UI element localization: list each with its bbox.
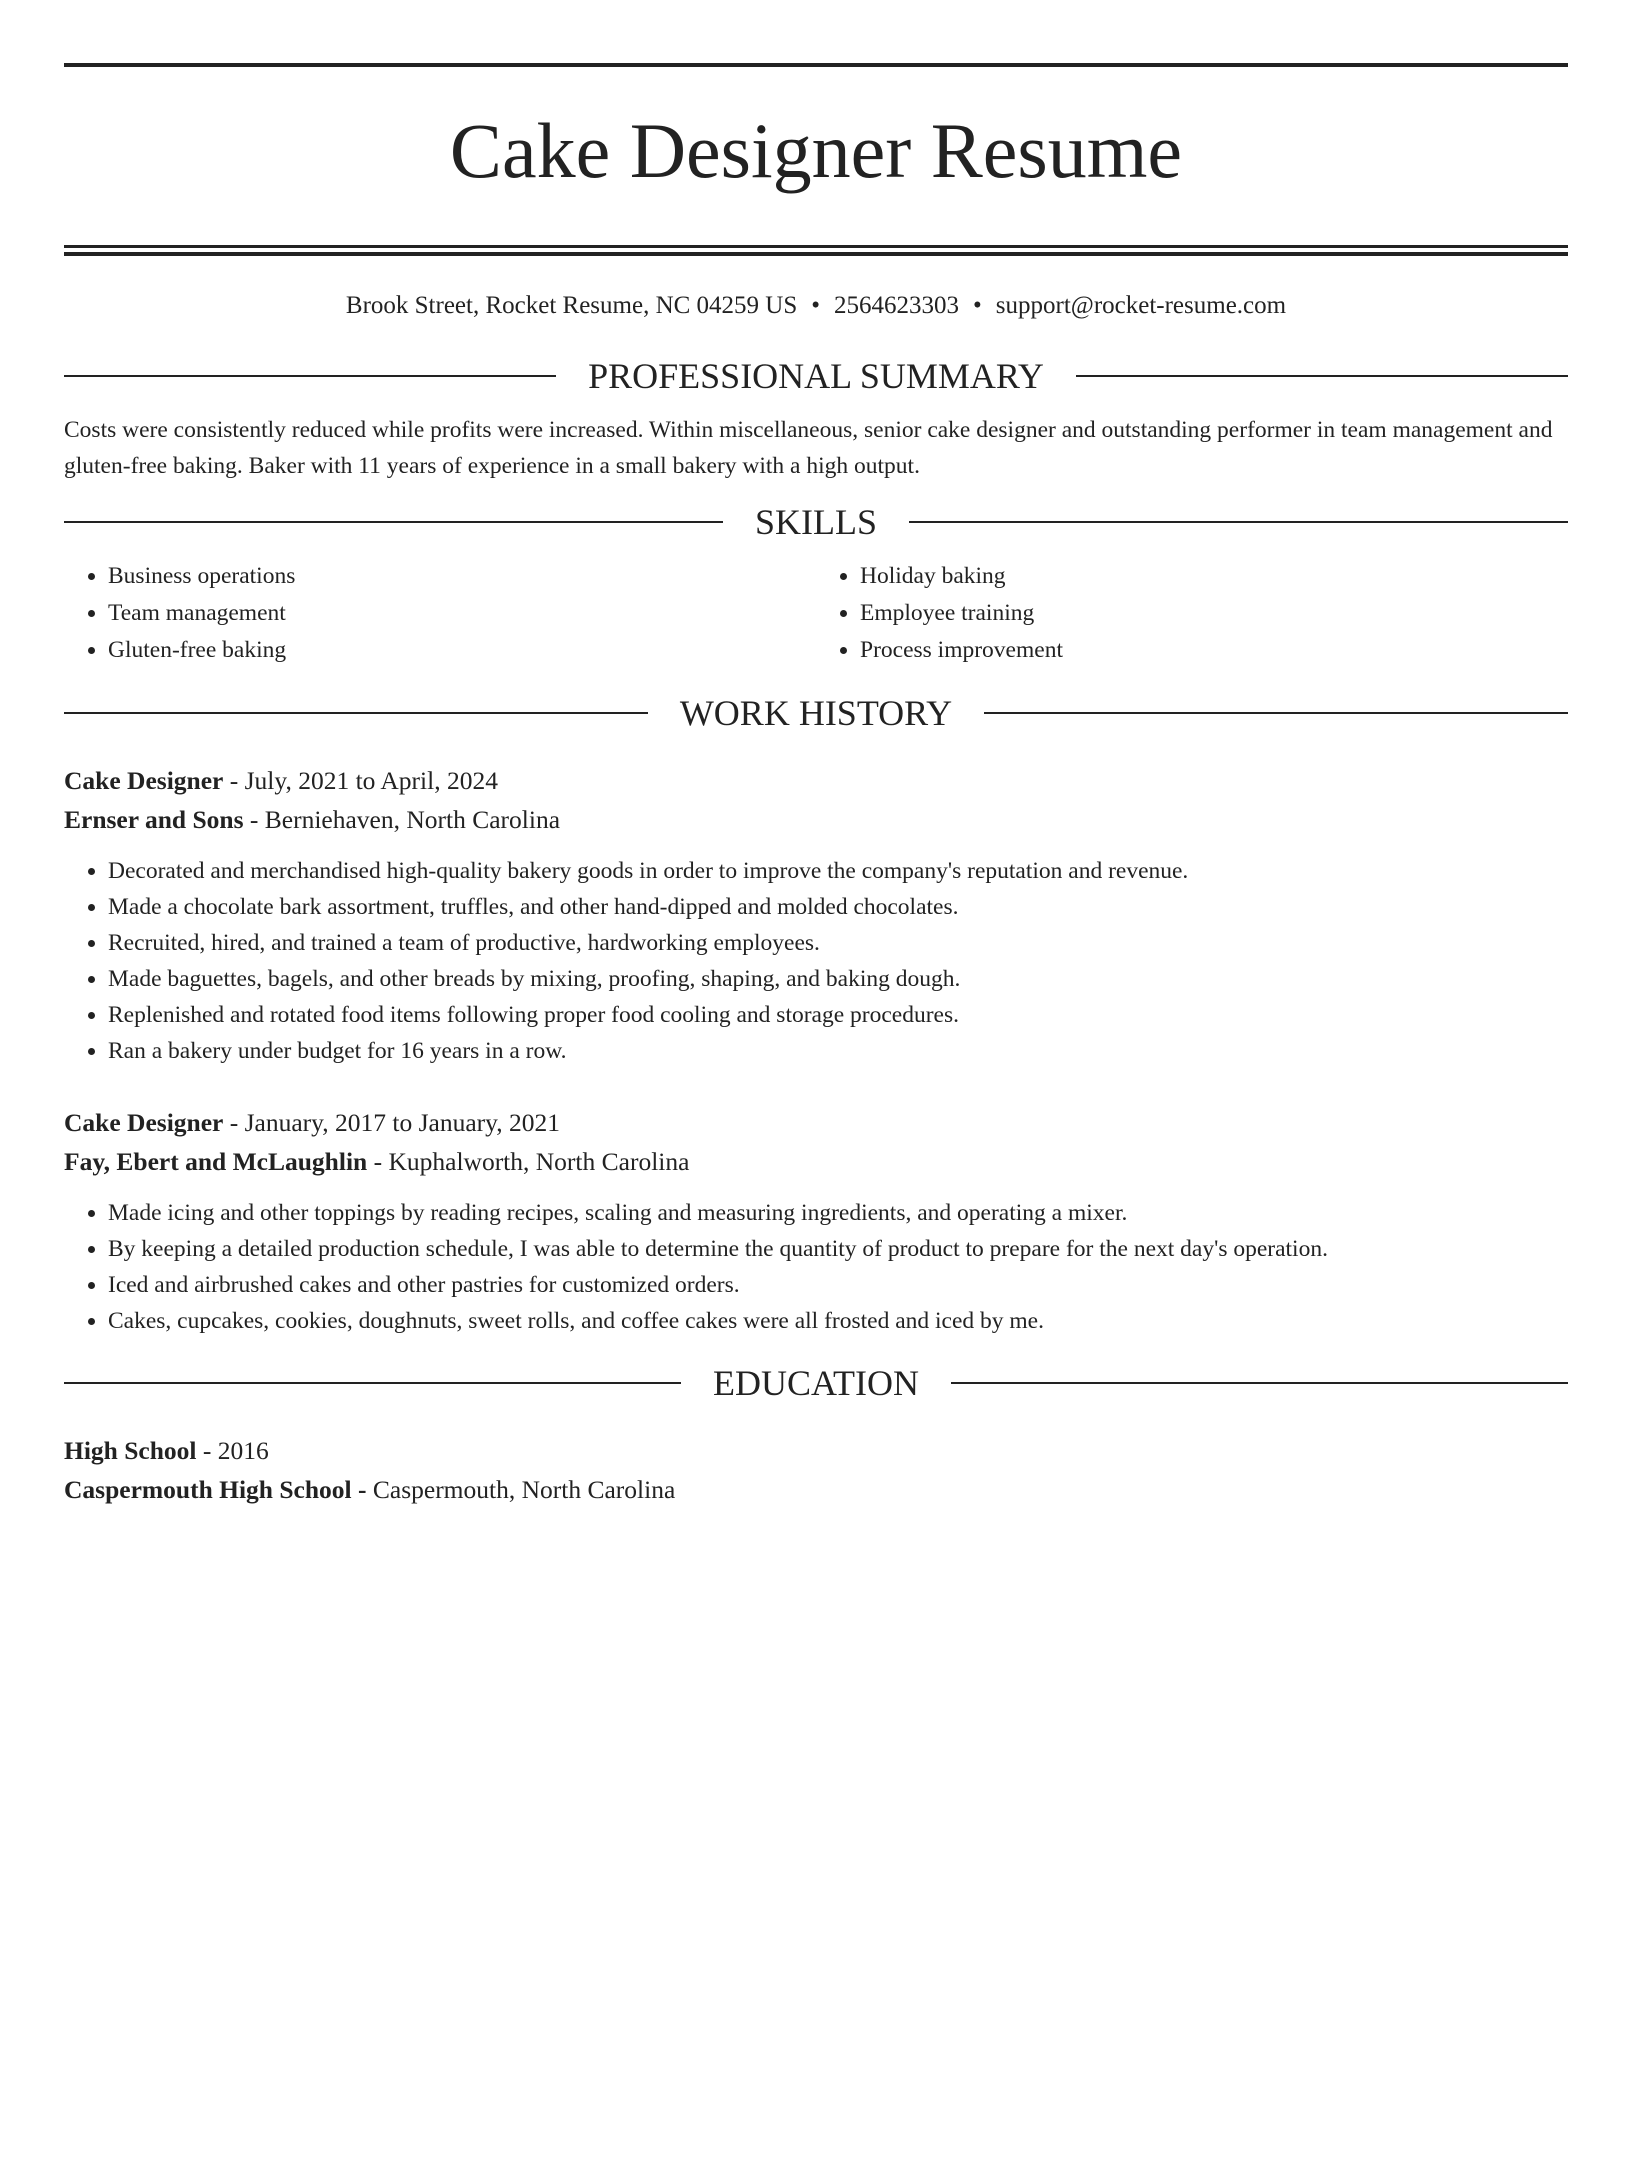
job-bullet: • Made icing and other toppings by reading recipes, scaling and measuring ingredients, and operating a mixer. bbox=[108, 1195, 1568, 1231]
job-bullet: • Ran a bakery under budget for 16 years in a row. bbox=[108, 1033, 1568, 1069]
job-title-line bbox=[64, 761, 1568, 800]
education-degree-line bbox=[64, 1431, 1568, 1470]
job-dates: - January, 2017 to January, 2021 bbox=[223, 1108, 560, 1137]
education-school: Caspermouth High School bbox=[64, 1475, 352, 1504]
section-rule-right bbox=[984, 712, 1568, 714]
job-bullets bbox=[64, 1195, 1568, 1339]
contact-address: Brook Street, Rocket Resume, NC 04259 US bbox=[345, 292, 798, 319]
resume-title: Cake Designer Resume bbox=[449, 107, 1183, 194]
skill-item: • Business operations bbox=[108, 558, 816, 595]
section-rule-left bbox=[64, 712, 648, 714]
education-school-separator: - bbox=[351, 1475, 373, 1504]
job-company-line bbox=[64, 1142, 1568, 1181]
job-company-line bbox=[64, 800, 1568, 839]
skill-item: • Gluten-free baking bbox=[108, 632, 816, 669]
job-bullet: • Made a chocolate bark assortment, truffles, and other hand-dipped and molded chocolates. bbox=[108, 889, 1568, 925]
contact-email: support@rocket-resume.com bbox=[995, 292, 1287, 319]
section-rule-left bbox=[64, 1382, 681, 1384]
section-rule-left bbox=[64, 375, 556, 377]
skills-list bbox=[64, 558, 1568, 669]
contact-line bbox=[64, 290, 1568, 322]
skill-item: • Process improvement bbox=[860, 632, 1568, 669]
skills-column-right bbox=[816, 558, 1568, 669]
job-entry bbox=[64, 761, 1568, 1069]
section-rule-left bbox=[64, 521, 723, 523]
skills-section-header bbox=[64, 500, 1568, 544]
education-heading: EDUCATION bbox=[713, 1363, 919, 1403]
job-location: - Kuphalworth, North Carolina bbox=[367, 1147, 690, 1176]
skill-item: • Employee training bbox=[860, 595, 1568, 632]
education-year: - 2016 bbox=[196, 1436, 269, 1465]
contact-separator: • bbox=[811, 292, 821, 319]
skill-item: • Holiday baking bbox=[860, 558, 1568, 595]
section-rule-right bbox=[1076, 375, 1568, 377]
contact-phone: 2564623303 bbox=[834, 292, 960, 319]
job-title: Cake Designer bbox=[64, 766, 224, 795]
education-entry bbox=[64, 1431, 1568, 1509]
education-degree: High School bbox=[64, 1436, 197, 1465]
resume-page bbox=[0, 63, 1632, 2175]
job-bullet: • Decorated and merchandised high-quality bakery goods in order to improve the company's reputation and revenue. bbox=[108, 853, 1568, 889]
work-heading: WORK HISTORY bbox=[679, 693, 953, 733]
section-rule-right bbox=[909, 521, 1568, 523]
job-bullet: • Made baguettes, bagels, and other breads by mixing, proofing, shaping, and baking dough. bbox=[108, 961, 1568, 997]
job-company: Ernser and Sons bbox=[64, 805, 244, 834]
skills-heading: SKILLS bbox=[755, 502, 878, 542]
job-title: Cake Designer bbox=[64, 1108, 224, 1137]
education-section-header bbox=[64, 1361, 1568, 1405]
job-dates: - July, 2021 to April, 2024 bbox=[223, 766, 498, 795]
job-bullet: • By keeping a detailed production schedule, I was able to determine the quantity of product to prepare for the next day's operation. bbox=[108, 1231, 1568, 1267]
job-bullet: • Recruited, hired, and trained a team of productive, hardworking employees. bbox=[108, 925, 1568, 961]
job-bullet: • Iced and airbrushed cakes and other pastries for customized orders. bbox=[108, 1267, 1568, 1303]
job-bullets bbox=[64, 853, 1568, 1069]
summary-section-header bbox=[64, 354, 1568, 398]
job-bullet: • Replenished and rotated food items following proper food cooling and storage procedures. bbox=[108, 997, 1568, 1033]
double-rule bbox=[64, 245, 1568, 256]
job-location: - Berniehaven, North Carolina bbox=[243, 805, 561, 834]
job-entry bbox=[64, 1103, 1568, 1339]
skills-column-left bbox=[64, 558, 816, 669]
skill-item: • Team management bbox=[108, 595, 816, 632]
job-title-line bbox=[64, 1103, 1568, 1142]
job-bullet: • Cakes, cupcakes, cookies, doughnuts, sweet rolls, and coffee cakes were all frosted and iced by me. bbox=[108, 1303, 1568, 1339]
education-location: Caspermouth, North Carolina bbox=[372, 1475, 676, 1504]
contact-separator: • bbox=[973, 292, 982, 319]
job-company: Fay, Ebert and McLaughlin bbox=[64, 1147, 368, 1176]
summary-heading: PROFESSIONAL SUMMARY bbox=[588, 356, 1044, 396]
work-section-header bbox=[64, 691, 1568, 735]
top-rule bbox=[64, 63, 1568, 67]
section-rule-right bbox=[951, 1382, 1568, 1384]
summary-text: Costs were consistently reduced while profits were increased. Within miscellaneous, senior cake designer and outstanding performer in team management and gluten-free baking. Baker with 11 years of experience in a small bakery with a high output. bbox=[64, 417, 1553, 479]
education-school-line bbox=[64, 1470, 1568, 1509]
